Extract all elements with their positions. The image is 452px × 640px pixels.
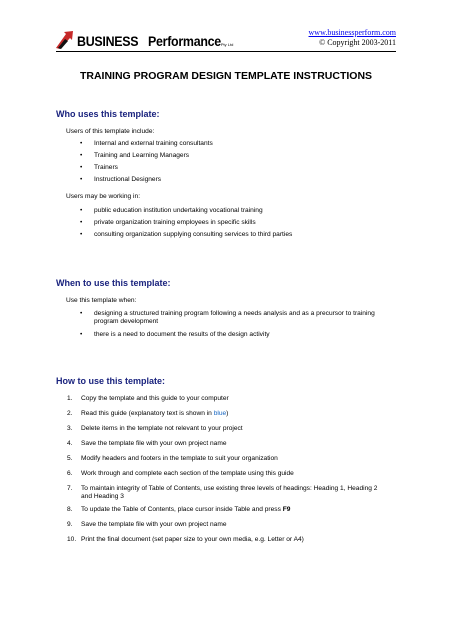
step-text: To update the Table of Contents, place cursor inside Table and press	[81, 506, 283, 513]
who-working-list	[80, 207, 380, 243]
step-text: To maintain integrity of Table of Contents, use existing three levels of headings: Heading 1, Heading 2 and Heading 3	[81, 485, 378, 500]
list-item: • Training and Learning Managers	[80, 152, 380, 160]
step-key-text: F9	[282, 506, 291, 513]
when-intro: Use this template when:	[66, 297, 137, 304]
step-number: 6.	[67, 470, 73, 477]
header-rule	[56, 51, 396, 52]
step-text: Work through and complete each section of the template using this guide	[81, 470, 294, 477]
step-blue-text: blue	[213, 410, 227, 417]
who-heading: Who uses this template:	[56, 109, 160, 119]
step-item	[67, 506, 387, 514]
step-item	[67, 455, 387, 463]
step-text: Save the template file with your own project name	[81, 521, 227, 528]
step-text: Copy the template and this guide to your computer	[81, 395, 229, 402]
logo-performance-text: Performance	[147, 34, 221, 49]
how-steps-list	[67, 395, 387, 551]
list-item: • Instructional Designers	[80, 176, 380, 184]
step-number: 7.	[67, 485, 73, 492]
step-number: 10.	[67, 536, 77, 543]
step-number: 1.	[67, 395, 73, 402]
step-number: 4.	[67, 440, 73, 447]
step-text: Print the final document (set paper size to your own media, e.g. Letter or A4)	[81, 536, 304, 543]
how-heading: How to use this template:	[56, 376, 166, 386]
step-item	[67, 410, 387, 418]
when-heading: When to use this template:	[56, 278, 171, 288]
step-number: 8.	[67, 506, 73, 513]
step-item	[67, 470, 387, 478]
step-text: Save the template file with your own project name	[81, 440, 227, 447]
when-list	[80, 310, 388, 344]
who-users-list	[80, 140, 380, 188]
website-link[interactable]: www.businessperform.com	[308, 28, 396, 37]
company-logo	[56, 27, 233, 49]
step-item	[67, 485, 387, 501]
list-item: • consulting organization supplying consulting services to third parties	[80, 231, 380, 239]
list-item: • there is a need to document the results of the design activity	[80, 331, 388, 339]
logo-arrow-icon	[56, 31, 74, 49]
step-item	[67, 536, 387, 544]
list-item: • Trainers	[80, 164, 380, 172]
list-item: • designing a structured training program following a needs analysis and as a precursor to training program development	[80, 310, 388, 326]
step-item	[67, 440, 387, 448]
step-number: 2.	[67, 410, 73, 417]
list-item: • public education institution undertaking vocational training	[80, 207, 380, 215]
step-item	[67, 521, 387, 529]
step-item	[67, 425, 387, 433]
list-item: • private organization training employees in specific skills	[80, 219, 380, 227]
copyright-text: © Copyright 2003-2011	[319, 38, 396, 47]
who-intro: Users of this template include:	[66, 128, 155, 135]
list-item: • Internal and external training consultants	[80, 140, 380, 148]
step-item	[67, 395, 387, 403]
logo-pty-text: Pty Ltd	[220, 42, 234, 47]
step-text: Modify headers and footers in the template to suit your organization	[81, 455, 278, 462]
logo-business-text: BUSINESS	[77, 34, 139, 49]
step-text-suffix: )	[226, 410, 229, 417]
step-number: 9.	[67, 521, 73, 528]
step-number: 3.	[67, 425, 73, 432]
step-number: 5.	[67, 455, 73, 462]
page-title: TRAINING PROGRAM DESIGN TEMPLATE INSTRUCTIONS	[79, 70, 373, 82]
header-info	[309, 28, 396, 48]
step-text: Read this guide (explanatory text is shown in	[81, 410, 214, 417]
who-working-intro: Users may be working in:	[66, 193, 141, 200]
step-text: Delete items in the template not relevant to your project	[81, 425, 243, 432]
